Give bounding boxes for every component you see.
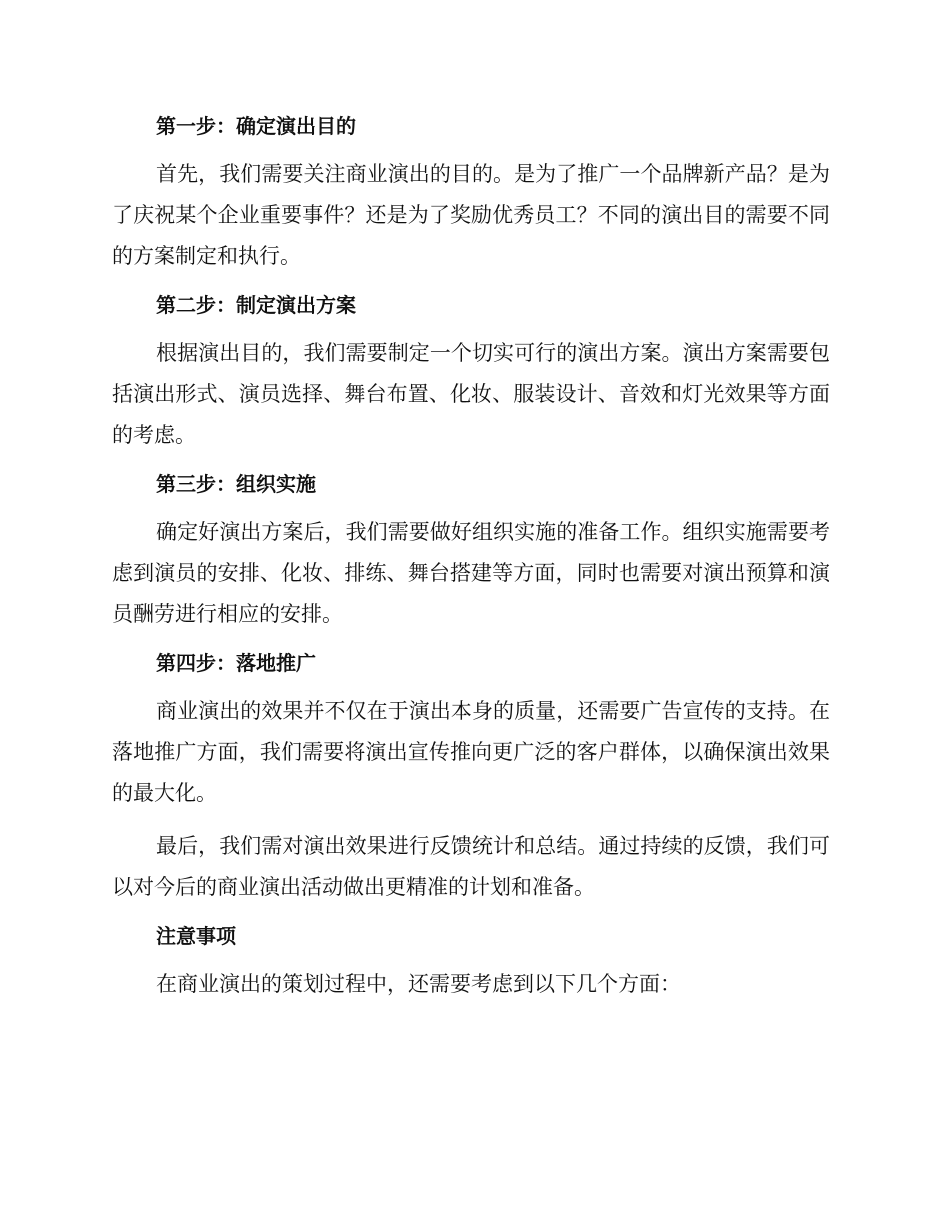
paragraph-conclusion: 最后，我们需对演出效果进行反馈统计和总结。通过持续的反馈，我们可以对今后的商业演出活动做出更精准的计划和准备。 [112,834,830,899]
paragraph-step-1: 首先，我们需要关注商业演出的目的。是为了推广一个品牌新产品？是为了庆祝某个企业重要事件？还是为了奖励优秀员工？不同的演出目的需要不同的方案制定和执行。 [112,162,830,268]
section-heading-step-2: 第二步：制定演出方案 [156,293,356,317]
paragraph-step-2: 根据演出目的，我们需要制定一个切实可行的演出方案。演出方案需要包括演出形式、演员选择、舞台布置、化妆、服装设计、音效和灯光效果等方面的考虑。 [112,341,830,447]
section-heading-step-4: 第四步：落地推广 [156,651,316,675]
section-heading-step-3: 第三步：组织实施 [156,472,316,496]
section-heading-step-1: 第一步：确定演出目的 [156,114,356,138]
section-heading-notes: 注意事项 [156,924,236,948]
paragraph-step-3: 确定好演出方案后，我们需要做好组织实施的准备工作。组织实施需要考虑到演员的安排、化妆、排练、舞台搭建等方面，同时也需要对演出预算和演员酬劳进行相应的安排。 [112,520,830,626]
paragraph-step-4: 商业演出的效果并不仅在于演出本身的质量，还需要广告宣传的支持。在落地推广方面，我们需要将演出宣传推向更广泛的客户群体，以确保演出效果的最大化。 [112,699,830,805]
paragraph-notes: 在商业演出的策划过程中，还需要考虑到以下几个方面： [156,972,681,996]
document-page [112,110,830,1017]
